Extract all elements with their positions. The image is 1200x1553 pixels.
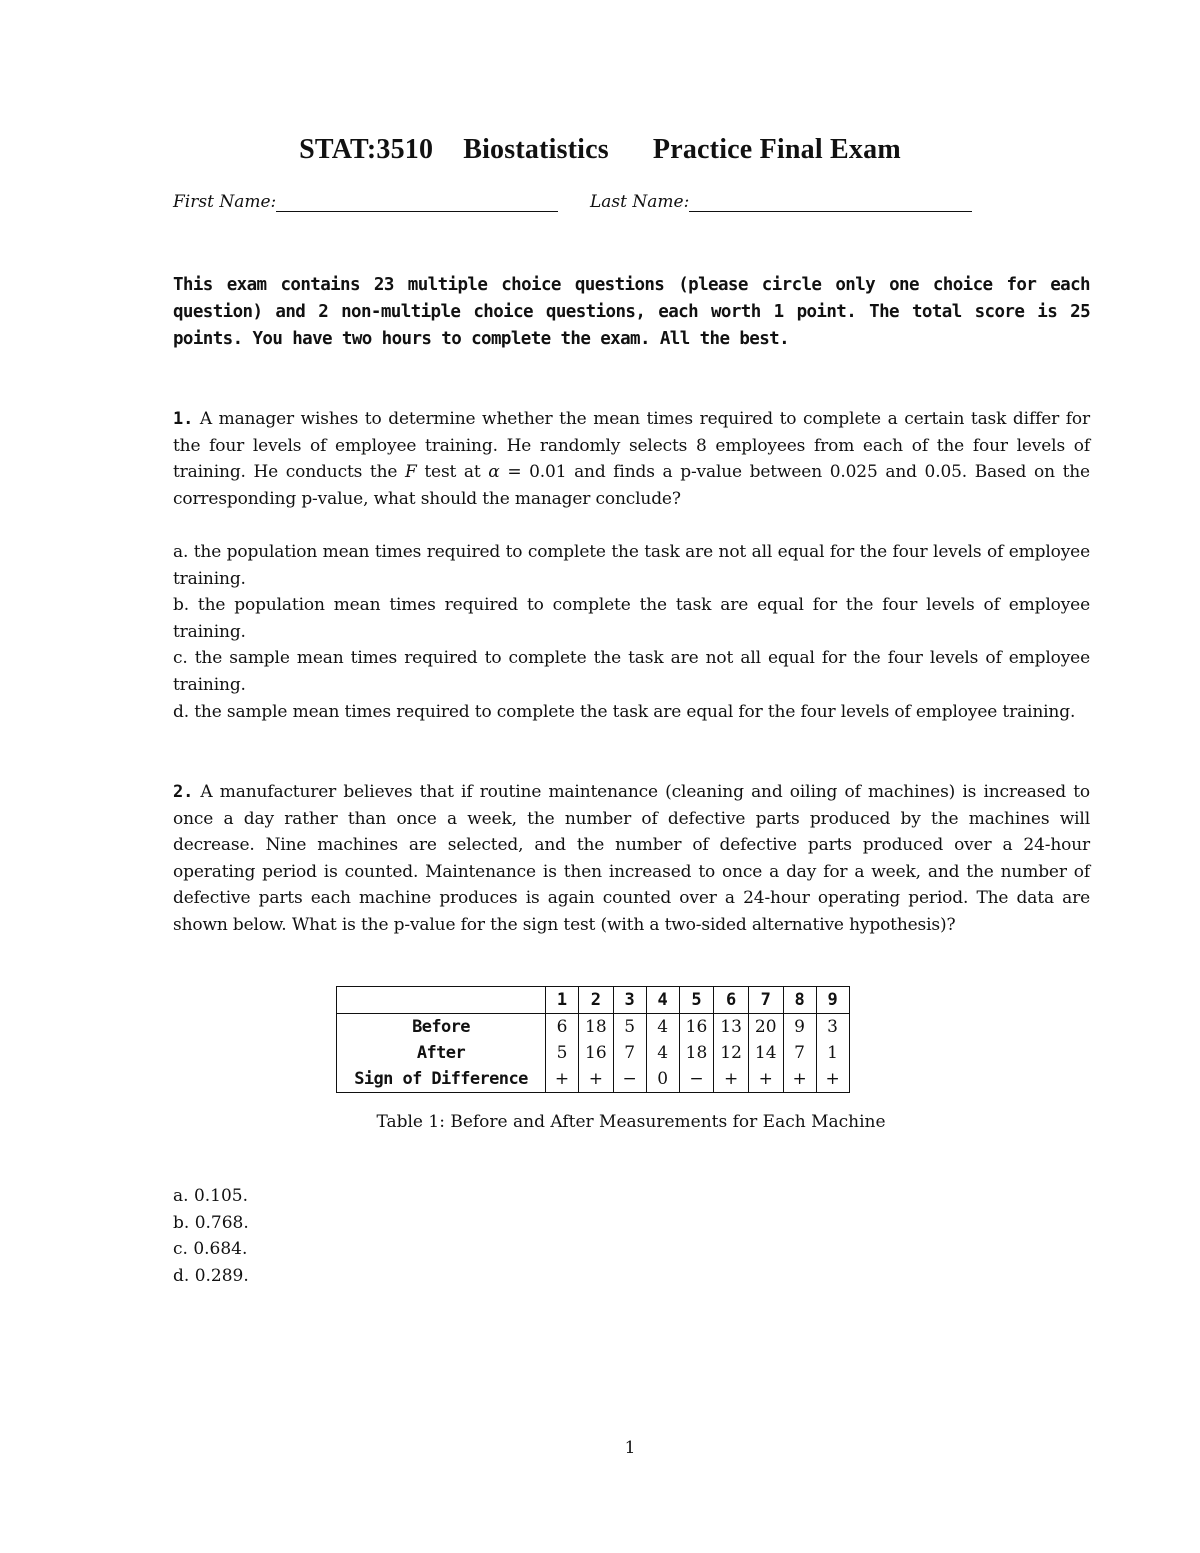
table-cell: 18	[679, 1040, 714, 1066]
table-cell: −	[679, 1066, 714, 1093]
table-cell: 5	[613, 1014, 646, 1041]
table-cell: +	[748, 1066, 783, 1093]
question-1-number: 1.	[173, 409, 194, 429]
choice-item[interactable]: d. the sample mean times required to complete the task are equal for the four levels of employee training.	[173, 701, 1076, 722]
table-cell: 4	[646, 1014, 679, 1041]
exam-instructions: This exam contains 23 multiple choice questions (please circle only one choice for each question) and 2 non-multiple choice questions, each worth 1 point. The total score is 25 points. You have two hours to complete the exam. All the best.	[173, 275, 1090, 349]
alpha-symbol: α	[488, 462, 500, 483]
table-cell: 20	[748, 1014, 783, 1041]
table-cell: 7	[613, 1040, 646, 1066]
table-row	[337, 1014, 850, 1041]
table-cell: 6	[546, 1014, 579, 1041]
question-2	[173, 779, 1090, 939]
first-name-line[interactable]	[276, 193, 558, 212]
table-cell: 13	[714, 1014, 749, 1041]
table-corner-cell	[337, 987, 546, 1014]
question-2-text: A manufacturer believes that if routine maintenance (cleaning and oiling of machines) is increased to once a day rather than once a week, the number of defective parts produced by the machines will decrease. Nine machines are selected, and the number of defective parts produced over a 24-hour operating period is counted. Maintenance is then increased to once a day for a week, and the number of defective parts each machine produces is again counted over a 24-hour operating period. The data are shown below. What is the p-value for the sign test (with a two-sided alternative hypothesis)?	[173, 782, 1090, 935]
table-row	[337, 1066, 850, 1093]
column-header: 7	[748, 987, 783, 1014]
table-cell: 16	[579, 1040, 614, 1066]
table-cell: 1	[816, 1040, 849, 1066]
last-name-label: Last Name:	[590, 192, 690, 212]
table-cell: +	[546, 1066, 579, 1093]
last-name-field[interactable]	[590, 192, 972, 212]
question-2-choices	[173, 1183, 573, 1289]
last-name-line[interactable]	[689, 193, 972, 212]
name-fields	[173, 192, 993, 222]
table-cell: 3	[816, 1014, 849, 1041]
table-row	[337, 1040, 850, 1066]
table-cell: +	[579, 1066, 614, 1093]
row-label-sign: Sign of Difference	[337, 1066, 546, 1093]
question-1-text-a: A manager wishes to determine whether the mean times required to complete a certain task differ for the four levels of employee training. He randomly selects 8 employees from each of the four levels of training. He conducts the	[173, 409, 1090, 483]
column-header: 9	[816, 987, 849, 1014]
question-1-text-c: = 0.01 and finds a p-value between 0.025 and 0.05. Based on the corresponding p-value, what should the manager conclude?	[173, 462, 1090, 509]
table-cell: 7	[783, 1040, 816, 1066]
row-label-after: After	[337, 1040, 546, 1066]
table-cell: 0	[646, 1066, 679, 1093]
table-cell: 16	[679, 1014, 714, 1041]
choice-item[interactable]: d. 0.289.	[173, 1265, 249, 1286]
table-cell: +	[783, 1066, 816, 1093]
question-2-number: 2.	[173, 782, 194, 802]
table-header-row	[337, 987, 850, 1014]
before-after-table	[336, 986, 850, 1093]
question-1	[173, 406, 1090, 512]
column-header: 5	[679, 987, 714, 1014]
first-name-field[interactable]	[173, 192, 558, 212]
table-cell: 4	[646, 1040, 679, 1066]
column-header: 8	[783, 987, 816, 1014]
column-header: 4	[646, 987, 679, 1014]
first-name-label: First Name:	[173, 192, 277, 212]
column-header: 2	[579, 987, 614, 1014]
choice-item[interactable]: a. the population mean times required to complete the task are not all equal for the four levels of employee training.	[173, 542, 1090, 589]
choice-item[interactable]: c. 0.684.	[173, 1239, 248, 1260]
row-label-before: Before	[337, 1014, 546, 1041]
choice-item[interactable]: b. the population mean times required to complete the task are equal for the four levels of employee training.	[173, 595, 1090, 642]
table-cell: 18	[579, 1014, 614, 1041]
column-header: 1	[546, 987, 579, 1014]
choice-item[interactable]: c. the sample mean times required to complete the task are not all equal for the four levels of employee training.	[173, 648, 1090, 695]
table-cell: +	[816, 1066, 849, 1093]
choice-item[interactable]: a. 0.105.	[173, 1186, 249, 1206]
course-name: Biostatistics	[463, 134, 609, 165]
page-number: 1	[624, 1438, 636, 1458]
exam-title-text: Practice Final Exam	[652, 134, 901, 165]
exam-title	[0, 134, 1200, 166]
table-cell: +	[714, 1066, 749, 1093]
table-cell: 12	[714, 1040, 749, 1066]
question-1-text-b: test at	[424, 462, 481, 483]
table-caption: Table 1: Before and After Measurements for Each Machine	[376, 1112, 886, 1132]
table-cell: −	[613, 1066, 646, 1093]
question-1-choices	[173, 539, 1090, 725]
column-header: 3	[613, 987, 646, 1014]
table-cell: 14	[748, 1040, 783, 1066]
table-cell: 9	[783, 1014, 816, 1041]
course-code: STAT:3510	[299, 134, 434, 165]
column-header: 6	[714, 987, 749, 1014]
choice-item[interactable]: b. 0.768.	[173, 1212, 249, 1233]
table-cell: 5	[546, 1040, 579, 1066]
f-symbol: F	[405, 462, 417, 483]
